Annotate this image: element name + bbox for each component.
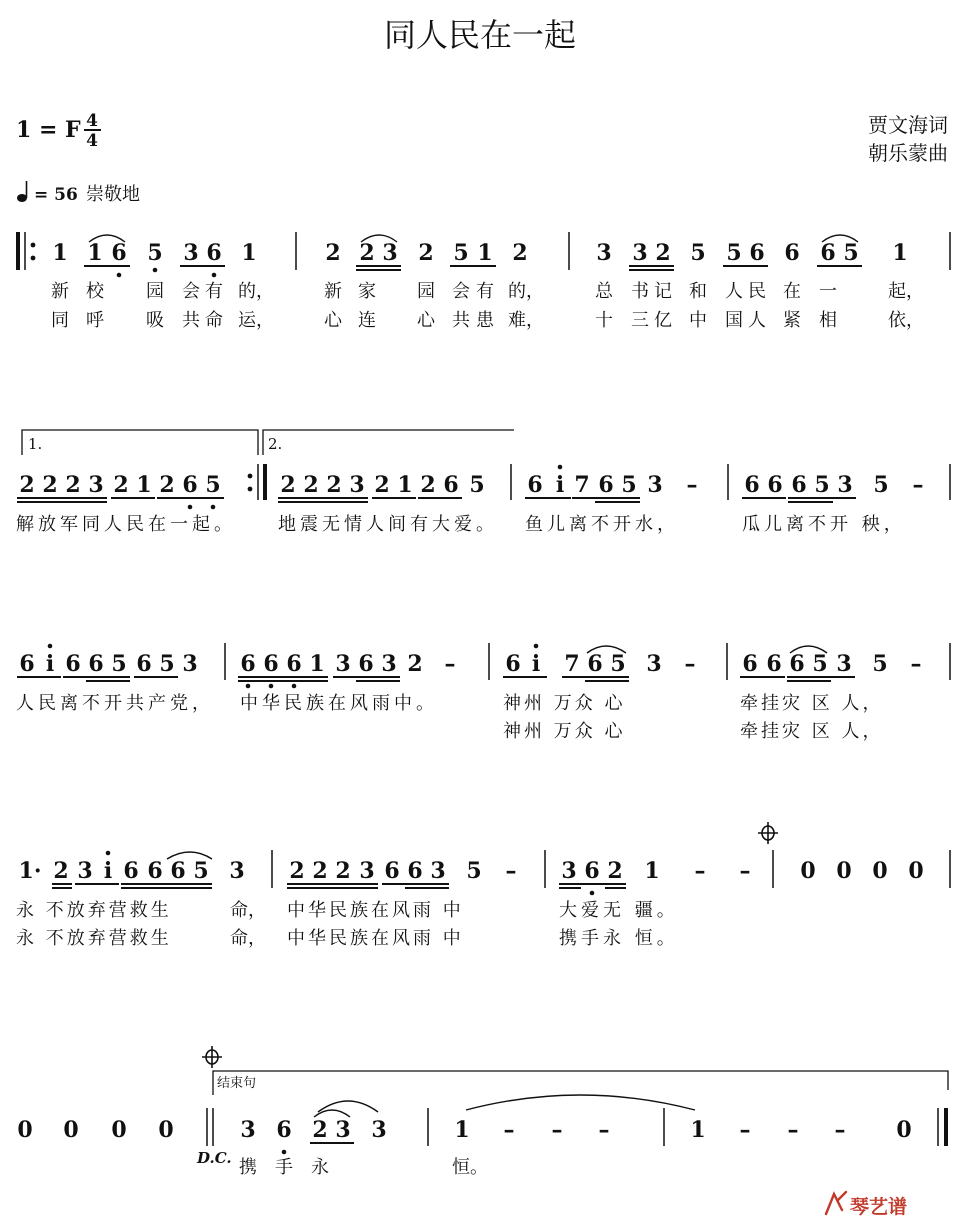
lyric: 地震无情人间有大爱。	[278, 514, 498, 535]
note: 3	[229, 858, 245, 884]
lyric: 紧	[783, 310, 801, 331]
lyric: 记	[654, 281, 672, 302]
lyric: 在	[783, 281, 801, 302]
note: 3	[647, 472, 663, 498]
lyric: 心	[324, 310, 342, 331]
composer-credit: 朝乐蒙曲	[868, 141, 948, 165]
lyric: 手	[275, 1157, 293, 1178]
tempo-marking: = 56	[34, 185, 78, 205]
note: 7	[574, 472, 590, 498]
lyric: 会	[452, 281, 470, 302]
note: 6	[742, 651, 758, 677]
note: i	[531, 651, 541, 677]
watermark-logo	[826, 1192, 907, 1218]
system-4	[16, 822, 950, 949]
note: 6	[584, 858, 600, 884]
lyric: 命，	[230, 900, 266, 921]
note: 5	[726, 240, 742, 266]
lyric: 有	[476, 281, 494, 302]
lyric: 共	[182, 310, 200, 331]
note: 1	[477, 240, 493, 266]
note: 0	[17, 1117, 33, 1143]
lyric: 大爱无 疆。	[559, 900, 679, 921]
note: 2	[374, 472, 390, 498]
tempo-expression: 崇敬地	[86, 184, 140, 205]
lyric: 起，	[888, 281, 924, 302]
lyric: 人	[725, 281, 743, 302]
note: 6	[527, 472, 543, 498]
note: 5	[690, 240, 706, 266]
note: 3	[836, 651, 852, 677]
note: 0	[158, 1117, 174, 1143]
note: 3	[837, 472, 853, 498]
note: 2	[159, 472, 175, 498]
note: 6	[240, 651, 256, 677]
note: 5	[814, 472, 830, 498]
note: 6	[65, 651, 81, 677]
lyric: 一	[819, 281, 837, 302]
note: 6	[358, 651, 374, 677]
note: 7	[564, 651, 580, 677]
meter-top: 4	[86, 111, 98, 131]
note: 6	[443, 472, 459, 498]
note: 2	[113, 472, 129, 498]
lyric: 民	[748, 281, 766, 302]
lyric: 和	[689, 281, 707, 302]
note: 2	[655, 240, 671, 266]
lyric: 吸	[146, 310, 164, 331]
note: 1	[309, 651, 325, 677]
lyric: 人民离不开共产党，	[16, 693, 214, 714]
coda-icon	[758, 822, 778, 844]
note: 2	[289, 858, 305, 884]
note: 3	[359, 858, 375, 884]
note: 2	[312, 858, 328, 884]
meter-bottom: 4	[86, 131, 98, 151]
note: –	[739, 858, 751, 884]
lyric: 携	[239, 1157, 257, 1178]
note: 5	[873, 472, 889, 498]
note: 1	[397, 472, 413, 498]
note: 5	[872, 651, 888, 677]
note: 6	[88, 651, 104, 677]
note: i	[103, 858, 113, 884]
note: 2	[407, 651, 423, 677]
note: 3	[182, 651, 198, 677]
note: 3	[632, 240, 648, 266]
lyric: 人	[748, 310, 766, 331]
lyricist-credit: 贾文海词	[868, 113, 948, 137]
note: 0	[896, 1117, 912, 1143]
key-signature: 1 = F	[16, 117, 81, 143]
lyric: 国	[725, 310, 743, 331]
note: 3	[335, 1117, 351, 1143]
note: 6	[147, 858, 163, 884]
note: 2	[65, 472, 81, 498]
note: 0	[800, 858, 816, 884]
note: 6	[276, 1117, 292, 1143]
note: –	[505, 858, 517, 884]
lyric: 总	[595, 281, 613, 302]
lyric: 永	[311, 1157, 329, 1178]
note: 6	[263, 651, 279, 677]
lyric: 牵挂灾 区 人，	[740, 721, 884, 742]
lyric: 恒。	[452, 1157, 488, 1178]
note: 5	[469, 472, 485, 498]
note: 2	[53, 858, 69, 884]
note: 5	[147, 240, 163, 266]
note: –	[910, 651, 922, 677]
lyric: 难，	[508, 310, 544, 331]
lyric: 园	[146, 281, 164, 302]
note: 2	[42, 472, 58, 498]
note: 6	[111, 240, 127, 266]
coda-icon	[202, 1046, 222, 1068]
note: 6	[136, 651, 152, 677]
lyric: 牵挂灾 区 人，	[740, 693, 884, 714]
lyric: 患	[476, 310, 494, 331]
lyric: 十	[595, 310, 613, 331]
note: 6	[170, 858, 186, 884]
note: 2	[420, 472, 436, 498]
lyric: 家	[358, 281, 376, 302]
lyric: 新	[51, 281, 69, 302]
note: 5	[466, 858, 482, 884]
lyric: 有	[205, 281, 223, 302]
lyric: 的，	[508, 281, 544, 302]
da-capo-mark: D.C.	[197, 1149, 232, 1167]
note: 1	[644, 858, 660, 884]
note: –	[739, 1117, 751, 1143]
system-2	[16, 430, 950, 535]
note: 1	[892, 240, 908, 266]
note: 0	[908, 858, 924, 884]
note: 6	[505, 651, 521, 677]
note: 3	[88, 472, 104, 498]
note: 0	[872, 858, 888, 884]
note: 0	[63, 1117, 79, 1143]
note: i	[555, 472, 565, 498]
note: 3	[561, 858, 577, 884]
note: 2	[607, 858, 623, 884]
note: 6	[206, 240, 222, 266]
note: 3	[240, 1117, 256, 1143]
note: 6	[749, 240, 765, 266]
note: 6	[767, 472, 783, 498]
lyric: 依，	[888, 310, 924, 331]
note: 6	[587, 651, 603, 677]
ending-label: 结束句	[217, 1076, 257, 1091]
song-title: 同人民在一起	[383, 16, 577, 54]
note: 6	[182, 472, 198, 498]
lyric: 携手永 恒。	[559, 928, 679, 949]
lyric: 命	[205, 310, 223, 331]
note: –	[834, 1117, 846, 1143]
lyric: 瓜儿离不开 秧，	[742, 514, 906, 535]
lyric: 神州 万众 心	[503, 693, 626, 714]
note: 1	[241, 240, 257, 266]
note: 3	[77, 858, 93, 884]
system-3	[16, 643, 950, 742]
note: 6	[791, 472, 807, 498]
note: 1	[454, 1117, 470, 1143]
lyric: 的，	[238, 281, 274, 302]
note: 5	[843, 240, 859, 266]
lyric: 同	[51, 310, 69, 331]
note: 1	[136, 472, 152, 498]
lyric: 新	[324, 281, 342, 302]
lyric: 永 不放弃营救生	[16, 900, 172, 921]
watermark-text: 琴艺谱	[850, 1196, 908, 1218]
note: 1	[87, 240, 103, 266]
note: 2	[359, 240, 375, 266]
lyric: 中华民族在风雨 中	[287, 900, 464, 921]
lyric: 鱼儿离不开水，	[525, 514, 679, 535]
note: 3	[371, 1117, 387, 1143]
note: –	[694, 858, 706, 884]
note: 0	[836, 858, 852, 884]
note: i	[45, 651, 55, 677]
note: 2	[326, 472, 342, 498]
note: 1·	[18, 858, 42, 884]
note: 3	[382, 240, 398, 266]
note: 2	[303, 472, 319, 498]
note: 6	[384, 858, 400, 884]
note: 5	[812, 651, 828, 677]
note: –	[787, 1117, 799, 1143]
volta-first: 1.	[28, 435, 43, 453]
lyric: 中华民族在风雨中。	[240, 693, 438, 714]
lyric: 亿	[654, 310, 672, 331]
note: 3	[335, 651, 351, 677]
lyric: 神州 万众 心	[503, 721, 626, 742]
note: 5	[205, 472, 221, 498]
lyric: 校	[86, 281, 104, 302]
lyric: 相	[819, 310, 837, 331]
lyric: 书	[631, 281, 649, 302]
note: 6	[766, 651, 782, 677]
note: 3	[646, 651, 662, 677]
lyric: 命，	[230, 928, 266, 949]
note: 5	[453, 240, 469, 266]
note: –	[444, 651, 456, 677]
note: –	[598, 1117, 610, 1143]
note: 3	[430, 858, 446, 884]
note: 6	[598, 472, 614, 498]
note: 5	[111, 651, 127, 677]
note: 1	[52, 240, 68, 266]
note: 2	[280, 472, 296, 498]
note: 5	[193, 858, 209, 884]
note: 6	[286, 651, 302, 677]
quarter-note-icon	[17, 181, 27, 202]
note: 6	[407, 858, 423, 884]
lyric: 解放军同人民在一起。	[16, 514, 236, 535]
note: 3	[596, 240, 612, 266]
lyric: 中	[689, 310, 707, 331]
lyric: 会	[182, 281, 200, 302]
volta-second: 2.	[268, 435, 283, 453]
note: 6	[789, 651, 805, 677]
note: 2	[418, 240, 434, 266]
lyric: 运，	[238, 310, 274, 331]
note: 2	[325, 240, 341, 266]
note: 6	[19, 651, 35, 677]
lyric: 呼	[86, 310, 104, 331]
note: 6	[784, 240, 800, 266]
note: 2	[312, 1117, 328, 1143]
note: 5	[159, 651, 175, 677]
note: 2	[335, 858, 351, 884]
note: 0	[111, 1117, 127, 1143]
lyric: 共	[452, 310, 470, 331]
note: 3	[381, 651, 397, 677]
note: –	[551, 1117, 563, 1143]
note: 5	[610, 651, 626, 677]
note: 2	[19, 472, 35, 498]
note: 5	[621, 472, 637, 498]
logo-mark-icon	[826, 1192, 846, 1214]
note: 6	[820, 240, 836, 266]
lyric: 中华民族在风雨 中	[287, 928, 464, 949]
note: 3	[183, 240, 199, 266]
lyric: 三	[631, 310, 649, 331]
note: 6	[123, 858, 139, 884]
note: 3	[349, 472, 365, 498]
lyric: 永 不放弃营救生	[16, 928, 172, 949]
note: 6	[744, 472, 760, 498]
note: –	[684, 651, 696, 677]
note: –	[686, 472, 698, 498]
note: –	[503, 1117, 515, 1143]
note: –	[912, 472, 924, 498]
note: 2	[512, 240, 528, 266]
lyric: 园	[417, 281, 435, 302]
system-5	[17, 1046, 948, 1178]
system-1	[18, 232, 950, 331]
note: 1	[690, 1117, 706, 1143]
lyric: 心	[417, 310, 435, 331]
lyric: 连	[358, 310, 376, 331]
